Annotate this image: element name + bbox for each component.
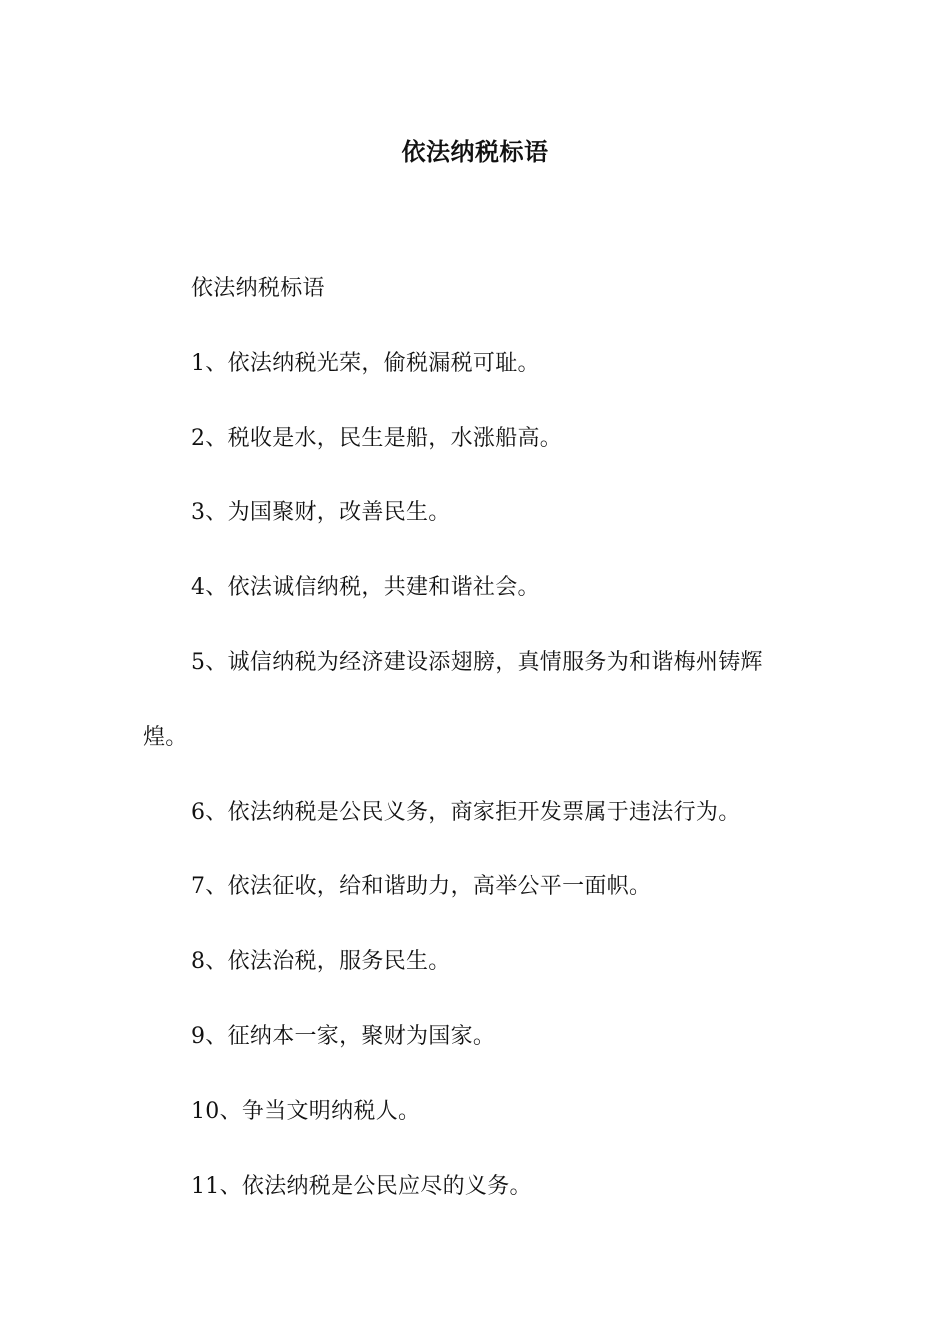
slogan-item-5: [143, 626, 813, 701]
document-body: [143, 252, 813, 1224]
slogan-item-11: 11、依法纳税是公民应尽的义务。: [191, 1173, 532, 1199]
slogan-item-5-continuation: 煌。: [143, 724, 188, 750]
slogan-item-6: 6、依法纳税是公民义务，商家拒开发票属于违法行为。: [191, 799, 741, 825]
slogan-item-9: 9、征纳本一家，聚财为国家。: [191, 1023, 496, 1049]
slogan-item-2: 2、税收是水，民生是船，水涨船高。: [191, 425, 563, 451]
slogan-item-8: 8、依法治税，服务民生。: [191, 949, 451, 975]
slogan-item-10: 10、争当文明纳税人。: [191, 1098, 421, 1124]
slogan-item-7: 7、依法征收，给和谐助力，高举公平一面帜。: [191, 874, 652, 900]
slogan-item-5-line-1: 5、诚信纳税为经济建设添翅膀，真情服务为和谐梅州铸辉: [191, 649, 763, 675]
slogan-item-4: 4、依法诚信纳税，共建和谐社会。: [191, 575, 540, 601]
subheading: 依法纳税标语: [191, 276, 325, 301]
document-title: 依法纳税标语: [401, 138, 549, 166]
slogan-item-1: 1、依法纳税光荣，偷税漏税可耻。: [191, 350, 540, 376]
slogan-item-3: 3、为国聚财，改善民生。: [191, 500, 451, 526]
